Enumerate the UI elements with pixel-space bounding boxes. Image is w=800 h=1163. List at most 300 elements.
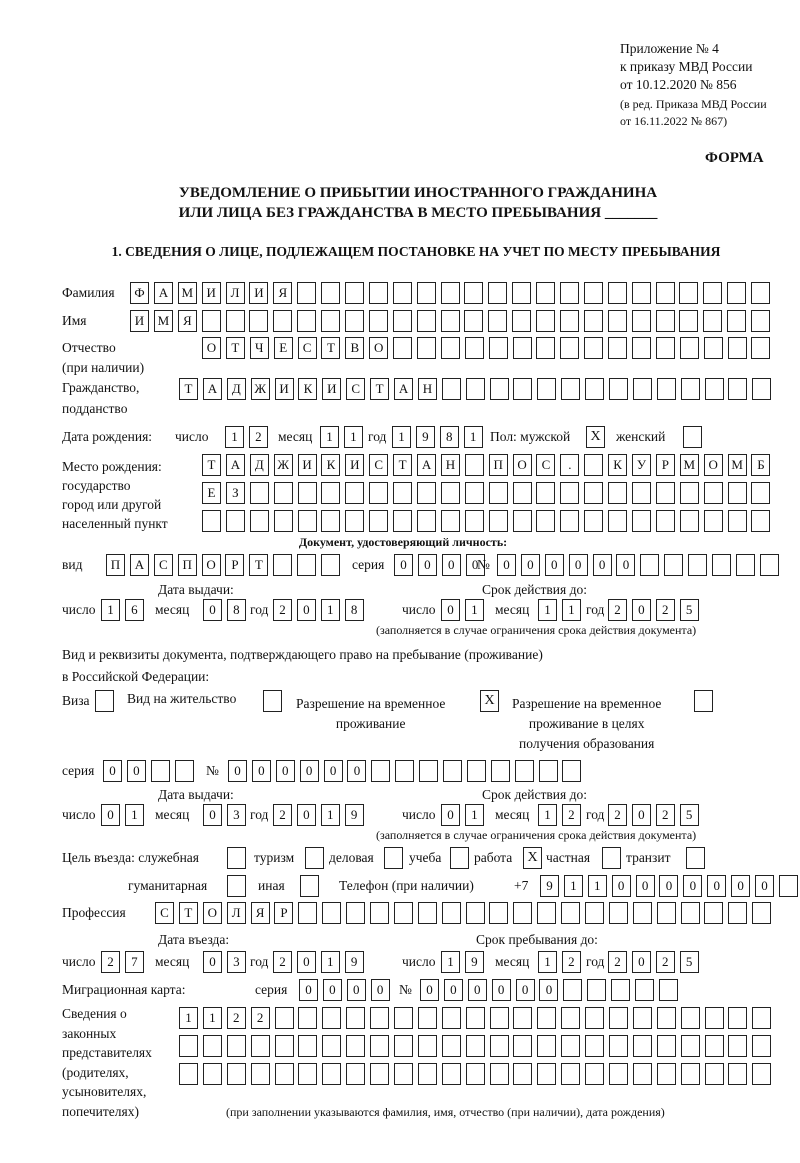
char-cell[interactable]: 9 — [345, 804, 364, 826]
char-cell[interactable] — [561, 902, 580, 924]
char-cell[interactable] — [465, 454, 484, 476]
char-cell[interactable] — [443, 760, 462, 782]
char-cell[interactable] — [752, 1035, 771, 1057]
char-cell[interactable] — [227, 1063, 246, 1085]
char-cell[interactable] — [393, 282, 412, 304]
char-cell[interactable]: 0 — [441, 599, 460, 621]
char-cell[interactable] — [442, 1035, 461, 1057]
char-cell[interactable]: П — [106, 554, 125, 576]
char-cell[interactable] — [537, 1063, 556, 1085]
char-cell[interactable] — [632, 310, 651, 332]
char-cell[interactable] — [417, 282, 436, 304]
purpose-official-checkbox[interactable] — [227, 847, 246, 869]
char-cell[interactable]: 0 — [492, 979, 511, 1001]
char-cell[interactable] — [728, 1007, 747, 1029]
char-cell[interactable]: 0 — [371, 979, 390, 1001]
char-cell[interactable]: П — [178, 554, 197, 576]
char-cell[interactable]: 2 — [249, 426, 268, 448]
char-cell[interactable] — [273, 310, 292, 332]
char-cell[interactable]: Я — [251, 902, 270, 924]
char-cell[interactable]: 0 — [569, 554, 588, 576]
char-cell[interactable] — [736, 554, 755, 576]
char-cell[interactable]: С — [369, 454, 388, 476]
char-cell[interactable]: 0 — [347, 979, 366, 1001]
char-cell[interactable] — [418, 1035, 437, 1057]
char-cell[interactable]: 1 — [344, 426, 363, 448]
char-cell[interactable] — [608, 337, 627, 359]
char-cell[interactable]: 1 — [538, 804, 557, 826]
char-cell[interactable]: И — [322, 378, 341, 400]
char-cell[interactable] — [370, 1007, 389, 1029]
char-cell[interactable] — [587, 979, 606, 1001]
char-cell[interactable] — [250, 482, 269, 504]
char-cell[interactable]: Н — [441, 454, 460, 476]
char-cell[interactable]: И — [345, 454, 364, 476]
char-cell[interactable]: 0 — [731, 875, 750, 897]
char-cell[interactable] — [633, 902, 652, 924]
char-cell[interactable]: Е — [274, 337, 293, 359]
char-cell[interactable]: 0 — [297, 804, 316, 826]
char-cell[interactable] — [584, 337, 603, 359]
char-cell[interactable]: Т — [202, 454, 221, 476]
char-cell[interactable]: 1 — [588, 875, 607, 897]
char-cell[interactable] — [536, 310, 555, 332]
char-cell[interactable]: 1 — [562, 599, 581, 621]
char-cell[interactable]: 2 — [562, 951, 581, 973]
char-cell[interactable] — [274, 482, 293, 504]
char-cell[interactable] — [680, 510, 699, 532]
char-cell[interactable] — [560, 282, 579, 304]
char-cell[interactable] — [179, 1035, 198, 1057]
char-cell[interactable]: Т — [393, 454, 412, 476]
char-cell[interactable] — [752, 902, 771, 924]
char-cell[interactable]: 1 — [538, 951, 557, 973]
char-cell[interactable]: 0 — [441, 804, 460, 826]
char-cell[interactable]: 5 — [680, 951, 699, 973]
char-cell[interactable] — [322, 1063, 341, 1085]
char-cell[interactable] — [537, 1035, 556, 1057]
char-cell[interactable] — [633, 378, 652, 400]
char-cell[interactable] — [632, 282, 651, 304]
char-cell[interactable] — [656, 310, 675, 332]
char-cell[interactable]: О — [203, 902, 222, 924]
char-cell[interactable]: И — [275, 378, 294, 400]
char-cell[interactable]: 2 — [273, 599, 292, 621]
char-cell[interactable] — [275, 1063, 294, 1085]
char-cell[interactable] — [346, 1063, 365, 1085]
char-cell[interactable] — [512, 282, 531, 304]
char-cell[interactable] — [585, 1035, 604, 1057]
char-cell[interactable]: 0 — [521, 554, 540, 576]
purpose-private-checkbox[interactable] — [602, 847, 621, 869]
char-cell[interactable] — [251, 1035, 270, 1057]
char-cell[interactable] — [705, 1035, 724, 1057]
char-cell[interactable] — [442, 1063, 461, 1085]
char-cell[interactable] — [560, 337, 579, 359]
char-cell[interactable] — [728, 1035, 747, 1057]
char-cell[interactable]: 0 — [300, 760, 319, 782]
char-cell[interactable]: 5 — [680, 599, 699, 621]
char-cell[interactable]: . — [560, 454, 579, 476]
char-cell[interactable]: А — [130, 554, 149, 576]
char-cell[interactable]: О — [369, 337, 388, 359]
char-cell[interactable]: 1 — [392, 426, 411, 448]
char-cell[interactable]: 2 — [656, 951, 675, 973]
char-cell[interactable]: 1 — [321, 804, 340, 826]
char-cell[interactable] — [489, 337, 508, 359]
char-cell[interactable] — [560, 510, 579, 532]
char-cell[interactable] — [656, 482, 675, 504]
char-cell[interactable]: 0 — [616, 554, 635, 576]
char-cell[interactable] — [441, 337, 460, 359]
char-cell[interactable] — [705, 378, 724, 400]
char-cell[interactable]: 0 — [103, 760, 122, 782]
char-cell[interactable]: И — [249, 282, 268, 304]
sex-male-checkbox[interactable]: X — [586, 426, 605, 448]
char-cell[interactable] — [659, 979, 678, 1001]
char-cell[interactable]: Ф — [130, 282, 149, 304]
char-cell[interactable] — [728, 337, 747, 359]
char-cell[interactable]: И — [298, 454, 317, 476]
char-cell[interactable] — [298, 482, 317, 504]
char-cell[interactable]: 0 — [593, 554, 612, 576]
char-cell[interactable] — [393, 310, 412, 332]
char-cell[interactable] — [298, 1035, 317, 1057]
char-cell[interactable]: 5 — [680, 804, 699, 826]
char-cell[interactable]: П — [489, 454, 508, 476]
char-cell[interactable] — [418, 1063, 437, 1085]
char-cell[interactable]: 0 — [420, 979, 439, 1001]
char-cell[interactable] — [728, 1063, 747, 1085]
char-cell[interactable] — [585, 902, 604, 924]
purpose-tourism-checkbox[interactable] — [305, 847, 324, 869]
char-cell[interactable] — [394, 1007, 413, 1029]
char-cell[interactable]: 9 — [540, 875, 559, 897]
char-cell[interactable]: 2 — [227, 1007, 246, 1029]
char-cell[interactable] — [585, 378, 604, 400]
char-cell[interactable] — [394, 1035, 413, 1057]
char-cell[interactable] — [585, 1007, 604, 1029]
char-cell[interactable] — [369, 282, 388, 304]
char-cell[interactable]: 9 — [416, 426, 435, 448]
char-cell[interactable]: 0 — [323, 979, 342, 1001]
char-cell[interactable]: С — [155, 902, 174, 924]
char-cell[interactable] — [321, 310, 340, 332]
char-cell[interactable] — [371, 760, 390, 782]
char-cell[interactable] — [321, 282, 340, 304]
char-cell[interactable] — [275, 1035, 294, 1057]
char-cell[interactable]: 0 — [324, 760, 343, 782]
char-cell[interactable] — [417, 482, 436, 504]
char-cell[interactable] — [681, 1007, 700, 1029]
char-cell[interactable] — [417, 337, 436, 359]
char-cell[interactable] — [297, 554, 316, 576]
char-cell[interactable] — [515, 760, 534, 782]
char-cell[interactable] — [752, 1063, 771, 1085]
char-cell[interactable]: 0 — [442, 554, 461, 576]
char-cell[interactable] — [489, 482, 508, 504]
char-cell[interactable] — [441, 310, 460, 332]
char-cell[interactable] — [466, 1035, 485, 1057]
char-cell[interactable]: 2 — [273, 804, 292, 826]
char-cell[interactable]: 1 — [320, 426, 339, 448]
char-cell[interactable] — [609, 1035, 628, 1057]
char-cell[interactable] — [704, 337, 723, 359]
char-cell[interactable] — [608, 310, 627, 332]
char-cell[interactable]: 2 — [608, 951, 627, 973]
char-cell[interactable] — [489, 902, 508, 924]
char-cell[interactable] — [584, 310, 603, 332]
char-cell[interactable] — [465, 337, 484, 359]
char-cell[interactable]: 2 — [608, 599, 627, 621]
char-cell[interactable] — [203, 1063, 222, 1085]
char-cell[interactable]: Я — [178, 310, 197, 332]
char-cell[interactable]: 1 — [564, 875, 583, 897]
char-cell[interactable] — [584, 282, 603, 304]
char-cell[interactable] — [202, 510, 221, 532]
temp-res-checkbox[interactable]: X — [480, 690, 499, 712]
char-cell[interactable]: 0 — [468, 979, 487, 1001]
char-cell[interactable] — [275, 1007, 294, 1029]
char-cell[interactable]: О — [704, 454, 723, 476]
char-cell[interactable]: 1 — [101, 599, 120, 621]
char-cell[interactable] — [657, 1007, 676, 1029]
char-cell[interactable] — [465, 482, 484, 504]
char-cell[interactable] — [417, 510, 436, 532]
char-cell[interactable] — [322, 1007, 341, 1029]
char-cell[interactable] — [298, 902, 317, 924]
char-cell[interactable] — [608, 282, 627, 304]
char-cell[interactable] — [321, 482, 340, 504]
char-cell[interactable]: М — [680, 454, 699, 476]
char-cell[interactable] — [536, 337, 555, 359]
char-cell[interactable] — [442, 378, 461, 400]
char-cell[interactable]: 2 — [656, 599, 675, 621]
char-cell[interactable] — [298, 1007, 317, 1029]
char-cell[interactable] — [561, 378, 580, 400]
char-cell[interactable] — [466, 1007, 485, 1029]
char-cell[interactable] — [657, 902, 676, 924]
char-cell[interactable] — [441, 482, 460, 504]
char-cell[interactable] — [226, 310, 245, 332]
purpose-transit-checkbox[interactable] — [686, 847, 705, 869]
char-cell[interactable] — [633, 1063, 652, 1085]
char-cell[interactable]: 0 — [299, 979, 318, 1001]
char-cell[interactable] — [226, 510, 245, 532]
char-cell[interactable] — [728, 510, 747, 532]
char-cell[interactable]: Б — [751, 454, 770, 476]
purpose-work-checkbox[interactable]: X — [523, 847, 542, 869]
char-cell[interactable]: Ж — [274, 454, 293, 476]
char-cell[interactable] — [465, 510, 484, 532]
char-cell[interactable] — [175, 760, 194, 782]
char-cell[interactable] — [656, 510, 675, 532]
char-cell[interactable] — [298, 1063, 317, 1085]
char-cell[interactable] — [609, 902, 628, 924]
char-cell[interactable] — [490, 1007, 509, 1029]
char-cell[interactable]: 0 — [632, 804, 651, 826]
char-cell[interactable]: Ч — [250, 337, 269, 359]
char-cell[interactable]: М — [178, 282, 197, 304]
char-cell[interactable]: 0 — [632, 599, 651, 621]
char-cell[interactable] — [488, 282, 507, 304]
char-cell[interactable]: 0 — [497, 554, 516, 576]
char-cell[interactable]: А — [226, 454, 245, 476]
char-cell[interactable]: 2 — [608, 804, 627, 826]
char-cell[interactable] — [705, 1007, 724, 1029]
residence-checkbox[interactable] — [263, 690, 282, 712]
char-cell[interactable] — [321, 554, 340, 576]
char-cell[interactable]: Е — [202, 482, 221, 504]
char-cell[interactable]: Т — [249, 554, 268, 576]
char-cell[interactable]: 1 — [465, 599, 484, 621]
char-cell[interactable] — [751, 337, 770, 359]
char-cell[interactable]: 0 — [636, 875, 655, 897]
char-cell[interactable] — [728, 378, 747, 400]
char-cell[interactable] — [369, 310, 388, 332]
char-cell[interactable] — [537, 902, 556, 924]
char-cell[interactable] — [681, 1063, 700, 1085]
char-cell[interactable]: И — [130, 310, 149, 332]
char-cell[interactable] — [657, 1035, 676, 1057]
char-cell[interactable] — [251, 1063, 270, 1085]
char-cell[interactable] — [681, 378, 700, 400]
char-cell[interactable] — [322, 1035, 341, 1057]
char-cell[interactable]: 0 — [297, 951, 316, 973]
char-cell[interactable] — [370, 1035, 389, 1057]
char-cell[interactable]: Т — [179, 378, 198, 400]
char-cell[interactable]: Р — [225, 554, 244, 576]
char-cell[interactable]: У — [632, 454, 651, 476]
char-cell[interactable] — [536, 482, 555, 504]
char-cell[interactable]: 6 — [125, 599, 144, 621]
char-cell[interactable] — [345, 510, 364, 532]
char-cell[interactable]: О — [513, 454, 532, 476]
char-cell[interactable] — [640, 554, 659, 576]
char-cell[interactable] — [466, 378, 485, 400]
char-cell[interactable]: 1 — [321, 599, 340, 621]
char-cell[interactable]: Д — [250, 454, 269, 476]
char-cell[interactable]: М — [728, 454, 747, 476]
char-cell[interactable] — [751, 482, 770, 504]
purpose-other-checkbox[interactable] — [300, 875, 319, 897]
char-cell[interactable] — [250, 510, 269, 532]
char-cell[interactable]: 0 — [203, 951, 222, 973]
char-cell[interactable] — [274, 510, 293, 532]
char-cell[interactable]: 1 — [441, 951, 460, 973]
char-cell[interactable] — [513, 337, 532, 359]
char-cell[interactable]: 1 — [464, 426, 483, 448]
char-cell[interactable]: 0 — [707, 875, 726, 897]
char-cell[interactable]: Р — [274, 902, 293, 924]
char-cell[interactable]: 2 — [251, 1007, 270, 1029]
char-cell[interactable]: 1 — [465, 804, 484, 826]
char-cell[interactable] — [490, 378, 509, 400]
char-cell[interactable]: 0 — [101, 804, 120, 826]
char-cell[interactable]: И — [202, 282, 221, 304]
char-cell[interactable]: 0 — [127, 760, 146, 782]
char-cell[interactable] — [584, 482, 603, 504]
char-cell[interactable] — [467, 760, 486, 782]
char-cell[interactable] — [632, 337, 651, 359]
char-cell[interactable] — [680, 337, 699, 359]
char-cell[interactable] — [664, 554, 683, 576]
char-cell[interactable] — [752, 1007, 771, 1029]
char-cell[interactable] — [151, 760, 170, 782]
char-cell[interactable] — [345, 282, 364, 304]
char-cell[interactable] — [370, 902, 389, 924]
char-cell[interactable]: 7 — [125, 951, 144, 973]
char-cell[interactable]: 0 — [297, 599, 316, 621]
char-cell[interactable] — [441, 510, 460, 532]
char-cell[interactable]: 0 — [659, 875, 678, 897]
char-cell[interactable] — [561, 1063, 580, 1085]
char-cell[interactable] — [393, 510, 412, 532]
char-cell[interactable] — [512, 310, 531, 332]
char-cell[interactable]: 1 — [179, 1007, 198, 1029]
char-cell[interactable] — [608, 482, 627, 504]
char-cell[interactable]: 3 — [227, 951, 246, 973]
char-cell[interactable]: 1 — [321, 951, 340, 973]
char-cell[interactable]: 8 — [227, 599, 246, 621]
char-cell[interactable]: С — [346, 378, 365, 400]
char-cell[interactable] — [537, 1007, 556, 1029]
char-cell[interactable]: 0 — [545, 554, 564, 576]
char-cell[interactable] — [202, 310, 221, 332]
char-cell[interactable]: 2 — [656, 804, 675, 826]
char-cell[interactable] — [681, 902, 700, 924]
char-cell[interactable] — [633, 1035, 652, 1057]
char-cell[interactable] — [585, 1063, 604, 1085]
char-cell[interactable]: Т — [321, 337, 340, 359]
char-cell[interactable]: А — [154, 282, 173, 304]
char-cell[interactable] — [227, 1035, 246, 1057]
char-cell[interactable] — [609, 1063, 628, 1085]
char-cell[interactable] — [513, 1035, 532, 1057]
char-cell[interactable]: О — [202, 554, 221, 576]
purpose-humanitarian-checkbox[interactable] — [227, 875, 246, 897]
char-cell[interactable] — [563, 979, 582, 1001]
char-cell[interactable] — [752, 378, 771, 400]
char-cell[interactable] — [537, 378, 556, 400]
char-cell[interactable] — [419, 760, 438, 782]
char-cell[interactable]: 1 — [203, 1007, 222, 1029]
char-cell[interactable]: 1 — [538, 599, 557, 621]
purpose-business-checkbox[interactable] — [384, 847, 403, 869]
char-cell[interactable]: Л — [227, 902, 246, 924]
char-cell[interactable] — [584, 454, 603, 476]
char-cell[interactable] — [297, 310, 316, 332]
char-cell[interactable] — [441, 282, 460, 304]
char-cell[interactable] — [346, 1007, 365, 1029]
char-cell[interactable]: М — [154, 310, 173, 332]
char-cell[interactable] — [442, 902, 461, 924]
char-cell[interactable] — [203, 1035, 222, 1057]
char-cell[interactable] — [370, 1063, 389, 1085]
char-cell[interactable] — [513, 902, 532, 924]
char-cell[interactable]: 0 — [347, 760, 366, 782]
char-cell[interactable] — [297, 282, 316, 304]
char-cell[interactable] — [490, 1063, 509, 1085]
char-cell[interactable] — [703, 282, 722, 304]
char-cell[interactable] — [418, 902, 437, 924]
char-cell[interactable] — [513, 1063, 532, 1085]
char-cell[interactable] — [657, 1063, 676, 1085]
sex-female-checkbox[interactable] — [683, 426, 702, 448]
char-cell[interactable] — [712, 554, 731, 576]
char-cell[interactable] — [560, 310, 579, 332]
char-cell[interactable] — [464, 310, 483, 332]
